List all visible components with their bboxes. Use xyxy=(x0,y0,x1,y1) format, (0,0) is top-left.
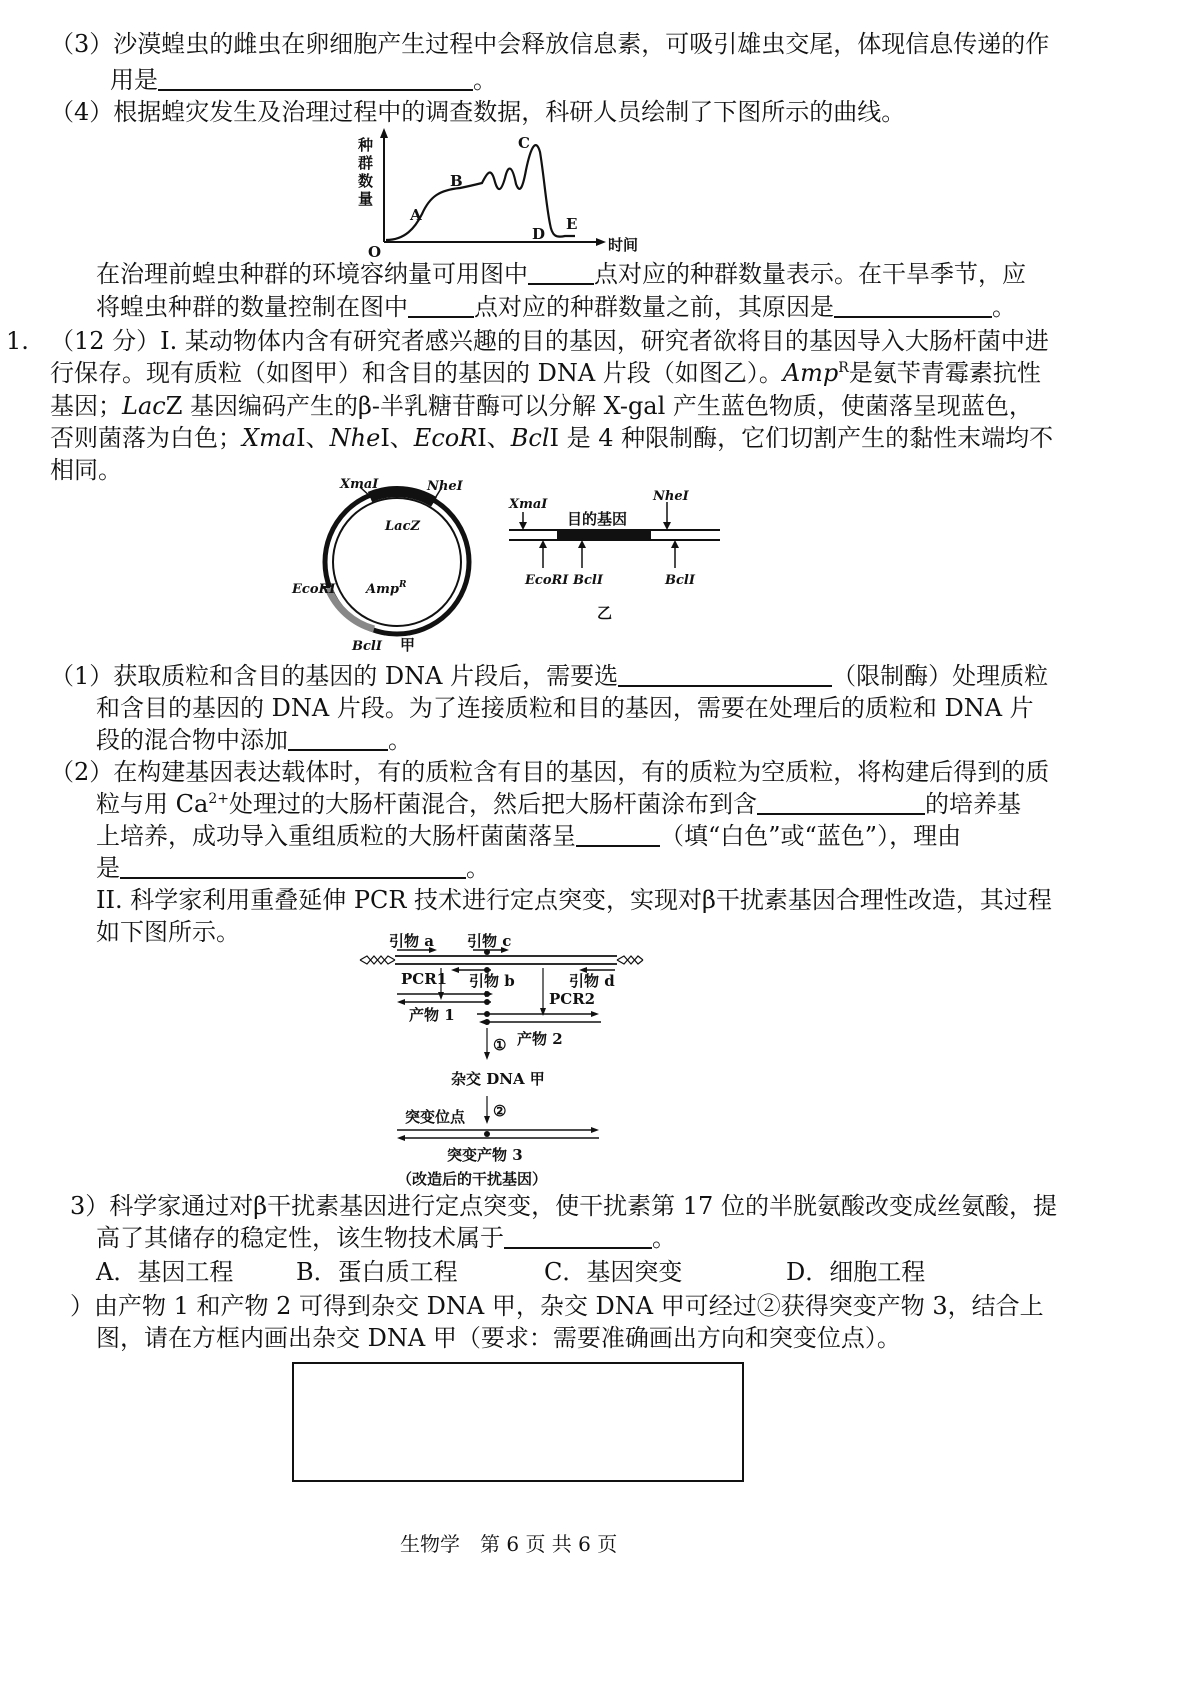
q1-2-line1: （2）在构建基因表达载体时，有的质粒含有目的基因，有的质粒为空质粒，将构建后得到的质 xyxy=(50,758,1050,786)
target-gene-label: 目的基因 xyxy=(567,510,628,528)
option-b[interactable]: B．蛋白质工程 xyxy=(296,1258,458,1286)
mutation-dot-product3 xyxy=(484,1131,490,1137)
drawing-answer-box[interactable] xyxy=(292,1362,744,1482)
pcr1-label: PCR1 xyxy=(401,970,448,988)
ylabel-char: 群 xyxy=(358,154,374,172)
step2-arrowhead xyxy=(484,1116,490,1124)
q3b-line2: 高了其储存的稳定性，该生物技术属于 。 xyxy=(96,1224,676,1252)
ylabel-char: 量 xyxy=(358,190,374,208)
product2-label: 产物 2 xyxy=(517,1030,563,1048)
mutation-site-label: 突变位点 xyxy=(405,1108,466,1126)
nhei-arrowhead xyxy=(663,522,671,530)
xmai-label: XmaI xyxy=(509,497,548,512)
q1-line2: 行保存。现有质粒（如图甲）和含目的基因的 DNA 片段（如图乙）。Amp$^R$是氨苄青霉素抗性 xyxy=(50,359,1041,387)
mutation-dot-product1 xyxy=(484,991,490,997)
q3b-line1: 3）科学家通过对β干扰素基因进行定点突变，使干扰素第 17 位的半胱氨酸改变成丝氨酸，提 xyxy=(70,1192,1057,1220)
q1-2-line3: 上培养，成功导入重组质粒的大肠杆菌菌落呈 （填“白色”或“蓝色”），理由 xyxy=(96,822,962,850)
pcr2-arrowhead xyxy=(540,1008,546,1016)
q4b-line2: 图，请在方框内画出杂交 DNA 甲（要求：需要准确画出方向和突变位点）。 xyxy=(96,1324,901,1352)
ylabel-char: 数 xyxy=(358,172,374,190)
q1-line5: 相同。 xyxy=(50,456,122,484)
bcli-label-2: BclI xyxy=(665,573,695,588)
q1-1-line2: 和含目的基因的 DNA 片段。为了连接质粒和目的基因，需要在处理后的质粒和 DNA 片 xyxy=(96,694,1034,722)
ecori-label: EcoRI xyxy=(292,582,336,597)
product1-bottom-arrowhead xyxy=(397,999,405,1005)
q3-line1: （3）沙漠蝗虫的雌虫在卵细胞产生过程中会释放信息素，可吸引雄虫交尾，体现信息传递的作 xyxy=(50,30,1050,58)
bcli-arrowhead-2 xyxy=(671,540,679,548)
answer-blank[interactable] xyxy=(834,292,992,318)
product3-caption: （改造后的干扰基因） xyxy=(397,1170,548,1188)
q1-2-line2: 粒与用 $Ca^{2+}$处理过的大肠杆菌混合，然后把大肠杆菌涂布到含 的培养基 xyxy=(96,790,1021,818)
ylabel-char: 种 xyxy=(358,136,374,154)
part-ii-line1: II. 科学家利用重叠延伸 PCR 技术进行定点突变，实现对β干扰素基因合理性改造，其过程 xyxy=(96,886,1052,914)
origin-label: O xyxy=(368,243,382,260)
q4-text2: 将蝗虫种群的数量控制在图中 点对应的种群数量之前，其原因是 。 xyxy=(96,293,1016,321)
population-curve xyxy=(386,145,578,240)
q1-1-line3: 段的混合物中添加 。 xyxy=(96,726,412,754)
primer-b-label: 引物 b xyxy=(469,972,515,990)
hybrid-dna-label: 杂交 DNA 甲 xyxy=(451,1070,545,1088)
q1-line3: 基因；LacZ 基因编码产生的β-半乳糖苷酶可以分解 X-gal 产生蓝色物质，使菌落呈现蓝色， xyxy=(50,392,1033,420)
lacz-label: LacZ xyxy=(385,519,420,534)
mutation-dot-product2 xyxy=(484,1011,490,1017)
xmai-arrowhead xyxy=(519,522,527,530)
option-d[interactable]: D．细胞工程 xyxy=(786,1258,926,1286)
answer-blank[interactable] xyxy=(120,853,466,879)
q4-text1: 在治理前蝗虫种群的环境容纳量可用图中 点对应的种群数量表示。在干旱季节，应 xyxy=(96,260,1026,288)
part-ii-line2: 如下图所示。 xyxy=(96,918,240,946)
q4b-line1: ）由产物 1 和产物 2 可得到杂交 DNA 甲，杂交 DNA 甲可经过②获得突变产物 3，结合上 xyxy=(70,1292,1044,1320)
ampr-label: Amp$^R$ xyxy=(366,580,407,597)
mutation-dot-product1-b xyxy=(484,999,490,1005)
answer-blank[interactable] xyxy=(408,292,474,318)
x-axis-label: 时间 xyxy=(608,236,639,254)
q4-line1: （4）根据蝗灾发生及治理过程中的调查数据，科研人员绘制了下图所示的曲线。 xyxy=(50,98,906,126)
q1-1-line1: （1）获取质粒和含目的基因的 DNA 片段后，需要选 （限制酶）处理质粒 xyxy=(50,662,1049,690)
ecori-arrowhead xyxy=(539,540,547,548)
product3-label: 突变产物 3 xyxy=(447,1146,523,1164)
primer-d-label: 引物 d xyxy=(569,972,615,990)
product1-label: 产物 1 xyxy=(409,1006,455,1024)
figure-label-jia: 甲 xyxy=(400,636,416,654)
answer-blank[interactable] xyxy=(158,65,473,91)
overlap-pcr-diagram xyxy=(355,930,645,1192)
ecori-label: EcoRI xyxy=(525,573,569,588)
y-axis-label xyxy=(357,136,373,208)
nhei-label: NheI xyxy=(653,489,689,504)
xmai-label: XmaI xyxy=(340,478,379,492)
product3-top-arrowhead xyxy=(591,1127,599,1133)
q1-2-line4: 是 。 xyxy=(96,854,490,882)
point-a-label: A xyxy=(410,206,422,224)
y-axis-arrow xyxy=(380,128,388,138)
question-number: 1. xyxy=(6,327,29,355)
product2-top-arrowhead xyxy=(591,1011,599,1017)
primer-a-label: 引物 a xyxy=(389,932,434,950)
mutation-dot-product2-b xyxy=(484,1019,490,1025)
page-footer: 生物学 第 6 页 共 6 页 xyxy=(400,1532,618,1556)
option-c[interactable]: C．基因突变 xyxy=(544,1258,683,1286)
option-a[interactable]: A．基因工程 xyxy=(96,1258,234,1286)
pcr2-label: PCR2 xyxy=(549,990,596,1008)
answer-blank[interactable] xyxy=(504,1223,652,1249)
dna-fragment-figure-yi xyxy=(505,488,725,628)
step1-arrowhead xyxy=(484,1052,490,1060)
bcli-arrowhead-1 xyxy=(578,540,586,548)
answer-blank[interactable] xyxy=(618,661,832,687)
answer-blank[interactable] xyxy=(757,789,925,815)
answer-blank[interactable] xyxy=(528,259,594,285)
point-e-label: E xyxy=(566,215,578,233)
point-b-label: B xyxy=(450,172,463,190)
bcli-label: BclI xyxy=(352,639,382,654)
q1-line1: （12 分）I. 某动物体内含有研究者感兴趣的目的基因，研究者欲将目的基因导入大肠杆菌中进 xyxy=(50,327,1049,355)
bcli-label-1: BclI xyxy=(573,573,603,588)
point-c-label: C xyxy=(518,134,530,152)
plasmid-inner-ring xyxy=(333,498,461,626)
nhei-label: NheI xyxy=(427,479,463,494)
product3-bottom-arrowhead xyxy=(397,1135,405,1141)
q3-line2: 用是 。 xyxy=(110,66,497,94)
answer-blank[interactable] xyxy=(288,725,388,751)
primer-b-arrowhead xyxy=(451,967,459,973)
figure-label-yi: 乙 xyxy=(597,604,613,622)
plasmid-figure-jia xyxy=(282,478,482,658)
x-axis-arrow xyxy=(596,238,606,246)
pcr1-arrowhead xyxy=(438,992,444,1000)
step1-label: ① xyxy=(493,1036,507,1054)
step2-label: ② xyxy=(493,1102,507,1120)
point-d-label: D xyxy=(532,225,546,243)
population-curve-chart xyxy=(350,128,650,260)
target-gene-region xyxy=(557,529,651,541)
answer-blank[interactable] xyxy=(576,821,660,847)
q1-line4: 否则菌落为白色；XmaI、NheI、EcoRI、BclI 是 4 种限制酶，它们切割产生的黏性末端均不 xyxy=(50,424,1054,452)
primer-c-label: 引物 c xyxy=(467,932,512,950)
